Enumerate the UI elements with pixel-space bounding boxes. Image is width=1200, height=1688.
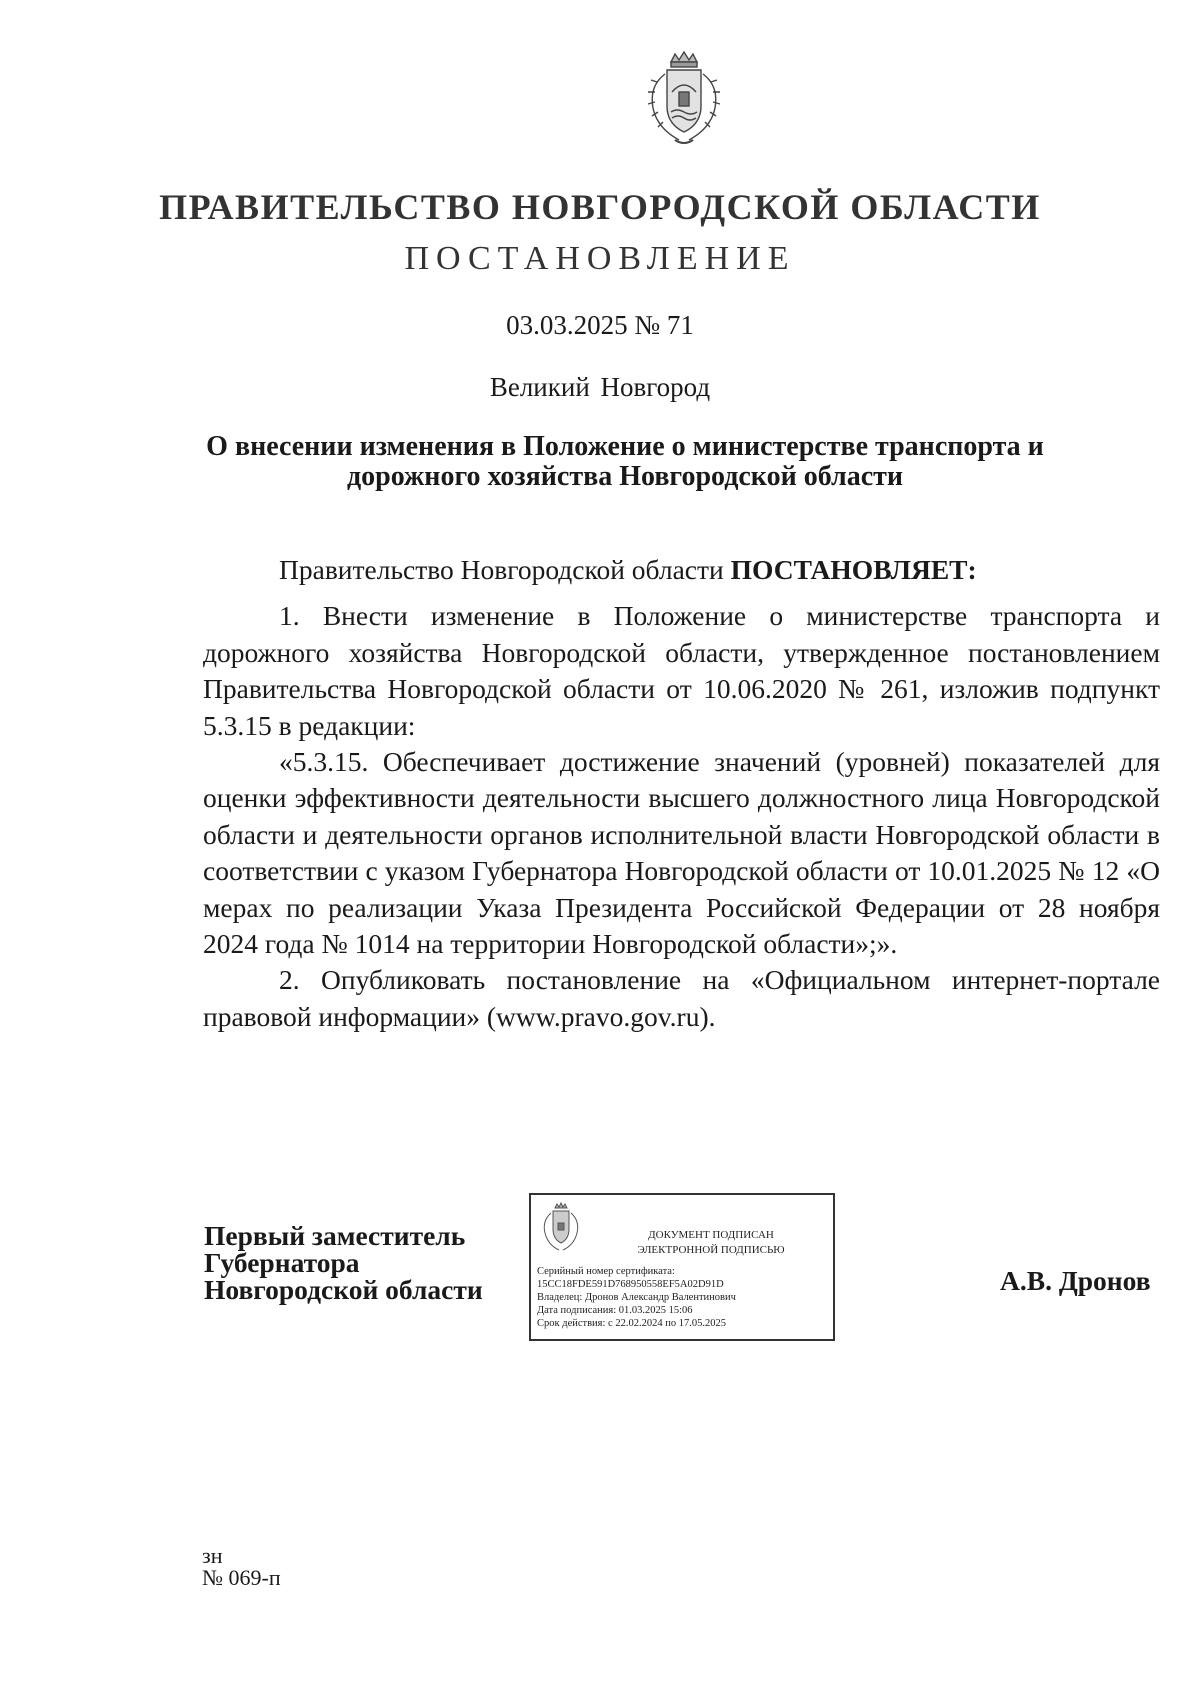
coat-of-arms-icon [641,48,727,148]
enactment-text: Правительство Новгородской области [279,554,731,585]
stamp-signed-date: Дата подписания: 01.03.2025 15:06 [537,1305,693,1316]
document-subject [200,432,1050,492]
document-date-number: 03.03.2025 № 71 [506,310,694,340]
paragraph-quote: «5.3.15. Обеспечивает достижение значений (уровней) показателей для оценки эффективности деятельности высшего должностного лица Новгородской области и деятельности органов исполнительной власти Новгородской области в соответствии с указом Губернатора Новгородской области от 10.01.2025 № 12 «О мерах по реализации Указа Президента Российской Федерации от 28 ноября 2024 года № 1014 на территории Новгородской области»;». [203,746,1160,960]
signer-position-line-3: Новгородской области [204,1274,483,1305]
registration-code [202,1545,281,1589]
document-body [203,552,1160,1035]
enactment-keyword: ПОСТАНОВЛЯЕТ: [730,554,977,585]
paragraph-item-2: 2. Опубликовать постановление на «Официальном интернет-портале правовой информации» (www.pravo.gov.ru). [203,964,1160,1032]
stamp-heading-2: ЭЛЕКТРОННОЙ ПОДПИСЬЮ [637,1244,785,1256]
signer-position [204,1222,494,1303]
subject-line-2: дорожного хозяйства Новгородской области [346,461,904,492]
document-place: Великий Новгород [489,372,711,402]
executor-initials: зн [202,1543,223,1568]
signer-position-line-1: Первый заместитель [204,1220,466,1251]
stamp-cert-label: Серийный номер сертификата: [537,1266,675,1277]
stamp-heading-1: ДОКУМЕНТ ПОДПИСАН [648,1229,774,1241]
stamp-validity: Срок действия: с 22.02.2024 по 17.05.2025 [537,1318,726,1329]
coat-of-arms-icon [539,1201,583,1255]
stamp-owner: Владелец: Дронов Александр Валентинович [537,1292,736,1303]
registration-number: № 069-п [202,1565,281,1590]
stamp-details [537,1265,833,1330]
enactment-clause [203,552,1160,588]
signer-position-line-2: Губернатора [204,1247,360,1278]
document-type: ПОСТАНОВЛЕНИЕ [404,240,796,277]
stamp-cert-serial: 15CC18FDE591D768950558EF5A02D91D [537,1279,724,1290]
signer-name: А.В. Дронов [1000,1265,1151,1296]
electronic-signature-stamp [529,1193,835,1341]
subject-line-1: О внесении изменения в Положение о министерстве транспорта и [206,431,1044,462]
paragraph-item-1: 1. Внести изменение в Положение о министерстве транспорта и дорожного хозяйства Новгородской области, утвержденное постановлением Правительства Новгородской области от 10.06.2020 № 261, изложив подпункт 5.3.15 в редакции: [203,600,1160,741]
government-title: ПРАВИТЕЛЬСТВО НОВГОРОДСКОЙ ОБЛАСТИ [159,187,1041,227]
